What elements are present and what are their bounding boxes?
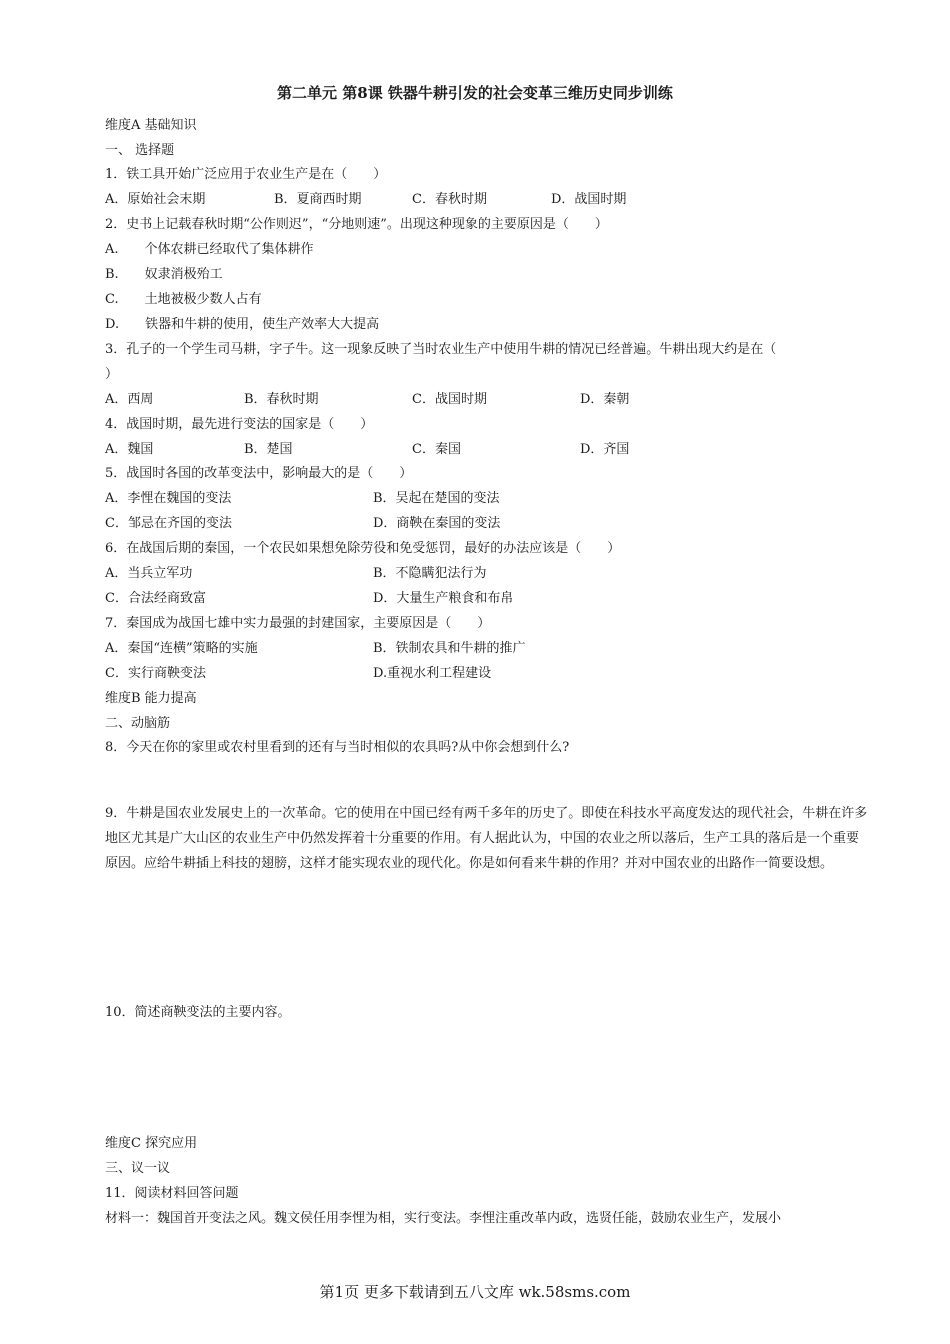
q6-option-a: A．当兵立军功 (105, 566, 193, 581)
q2-stem: 2．史书上记载春秋时期“公作则迟”，“分地则速”。出现这种现象的主要原因是（ ） (105, 217, 608, 232)
q1-stem: 1．铁工具开始广泛应用于农业生产是在（ ） (105, 167, 387, 182)
q8-stem: 8．今天在你的家里或农村里看到的还有与当时相似的农具吗?从中你会想到什么? (105, 740, 570, 755)
q7-stem: 7．秦国成为战国七雄中实力最强的封建国家，主要原因是（ ） (105, 616, 491, 631)
material-1-text: 材料一：魏国首开变法之风。魏文侯任用李悝为相，实行变法。李悝注重改革内政，选贤任能，鼓励农业生产，发展小 (105, 1211, 782, 1226)
q3-option-d: D．秦朝 (580, 392, 630, 407)
q3-option-a: A．西周 (105, 392, 154, 407)
q4-option-c: C．秦国 (412, 442, 461, 457)
q4-option-a: A．魏国 (105, 442, 154, 457)
q5-option-b: B．吴起在楚国的变法 (373, 491, 500, 506)
part-2-heading: 二、动脑筋 (105, 716, 171, 731)
q5-option-c: C．邹忌在齐国的变法 (105, 516, 232, 531)
q6-option-b: B．不隐瞒犯法行为 (373, 566, 487, 581)
section-b-heading: 维度B 能力提高 (105, 691, 197, 706)
q2-option-d: D. 铁器和牛耕的使用，使生产效率大大提高 (105, 317, 380, 332)
q5-option-a: A．李悝在魏国的变法 (105, 491, 232, 506)
q1-option-c: C．春秋时期 (412, 192, 487, 207)
part-1-heading: 一、 选择题 (105, 143, 175, 158)
q6-option-d: D．大量生产粮食和布帛 (373, 591, 514, 606)
q7-option-d: D.重视水利工程建设 (373, 666, 492, 681)
q2-option-a: A. 个体农耕已经取代了集体耕作 (105, 242, 314, 257)
q7-option-a: A．秦国“连横”策略的实施 (105, 641, 258, 656)
q1-option-a: A．原始社会末期 (105, 192, 206, 207)
q3-stem-continued: ） (105, 367, 119, 382)
q2-option-b: B. 奴隶消极殆工 (105, 267, 223, 282)
q7-option-c: C．实行商鞅变法 (105, 666, 206, 681)
section-a-heading: 维度A 基础知识 (105, 118, 197, 133)
q1-option-b: B．夏商西时期 (274, 192, 362, 207)
q4-option-b: B．楚国 (244, 442, 293, 457)
q5-stem: 5．战国时各国的改革变法中，影响最大的是（ ） (105, 466, 413, 481)
q10-stem: 10．简述商鞅变法的主要内容。 (105, 1005, 291, 1020)
q4-stem: 4．战国时期，最先进行变法的国家是（ ） (105, 417, 374, 432)
q1-option-d: D．战国时期 (551, 192, 627, 207)
q5-option-d: D．商鞅在秦国的变法 (373, 516, 501, 531)
q3-stem: 3．孔子的一个学生司马耕，字子牛。这一现象反映了当时农业生产中使用牛耕的情况已经普遍。牛耕出现大约是在（ (105, 342, 777, 357)
q11-stem: 11．阅读材料回答问题 (105, 1186, 239, 1201)
section-c-heading: 维度C 探究应用 (105, 1136, 198, 1151)
q7-option-b: B．铁制农具和牛耕的推广 (373, 641, 526, 656)
q4-option-d: D．齐国 (580, 442, 630, 457)
part-3-heading: 三、议一议 (105, 1161, 171, 1176)
q9-stem: 9．牛耕是国农业发展史上的一次革命。它的使用在中国已经有两千多年的历史了。即使在科技水平高度发达的现代社会，牛耕在许多地区尤其是广大山区的农业生产中仍然发挥着十分重要的作用。有人据此认为，中国的农业之所以落后，生产工具的落后是一个重要原因。应给牛耕插上科技的翅膀，这样才能实现农业的现代化。你是如何看来牛耕的作用？并对中国农业的出路作一简要设想。 (105, 806, 868, 871)
q2-option-c: C. 土地被极少数人占有 (105, 292, 262, 307)
page-title: 第二单元 第8课 铁器牛耕引发的社会变革三维历史同步训练 (277, 84, 673, 102)
q6-stem: 6．在战国后期的秦国，一个农民如果想免除劳役和免受惩罚，最好的办法应该是（ ） (105, 541, 621, 556)
q6-option-c: C．合法经商致富 (105, 591, 206, 606)
page-footer: 第1页 更多下载请到五八文库 wk.58sms.com (319, 1283, 631, 1301)
q3-option-c: C．战国时期 (412, 392, 487, 407)
q3-option-b: B．春秋时期 (244, 392, 319, 407)
